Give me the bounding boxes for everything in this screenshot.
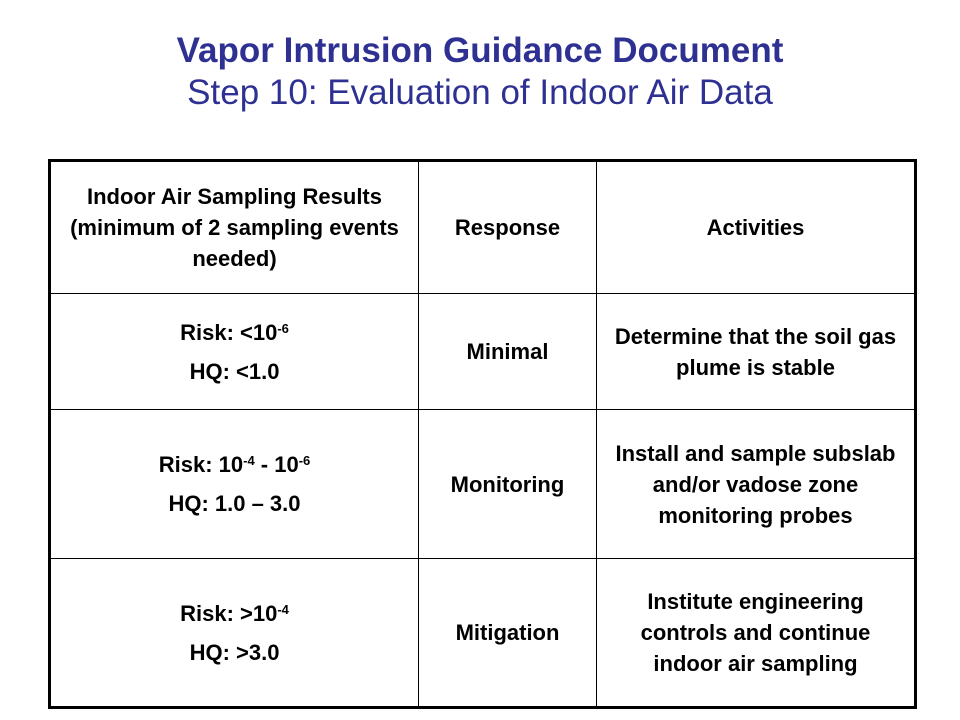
header-response: Response [419,161,597,294]
risk-exponent-2: -6 [298,453,311,468]
risk-exponent: -4 [277,601,289,617]
title-subtitle: Step 10: Evaluation of Indoor Air Data [187,73,773,112]
hq-value: HQ: 1.0 – 3.0 [168,491,301,516]
results-cell [50,410,419,559]
risk-value [61,598,408,629]
risk-value [61,449,408,480]
activities-cell: Institute engineering controls and continue indoor air sampling [597,559,916,708]
risk-text-mid: - 10 [254,452,299,477]
risk-value [61,317,408,348]
table-row [50,294,916,410]
hq-value: HQ: <1.0 [189,358,280,384]
risk-exponent: -4 [243,453,255,468]
title-main: Vapor Intrusion Guidance Document [176,31,784,70]
response-cell: Mitigation [419,559,597,708]
table-row [50,559,916,708]
table-header-row [50,161,916,294]
response-cell: Minimal [419,294,597,410]
evaluation-table [48,159,917,709]
risk-text: Risk: <10 [180,319,278,345]
risk-text: Risk: >10 [180,600,278,626]
response-cell: Monitoring [419,410,597,559]
hq-value: HQ: >3.0 [189,639,280,665]
slide-title [0,30,960,114]
header-activities: Activities [597,161,916,294]
results-cell [50,294,419,410]
table-row [50,410,916,559]
risk-exponent: -6 [277,320,289,336]
header-results: Indoor Air Sampling Results (minimum of 2 sampling events needed) [50,161,419,294]
risk-text: Risk: 10 [158,452,244,477]
activities-cell: Install and sample subslab and/or vadose zone monitoring probes [597,410,916,559]
activities-cell: Determine that the soil gas plume is stable [597,294,916,410]
results-cell [50,559,419,708]
